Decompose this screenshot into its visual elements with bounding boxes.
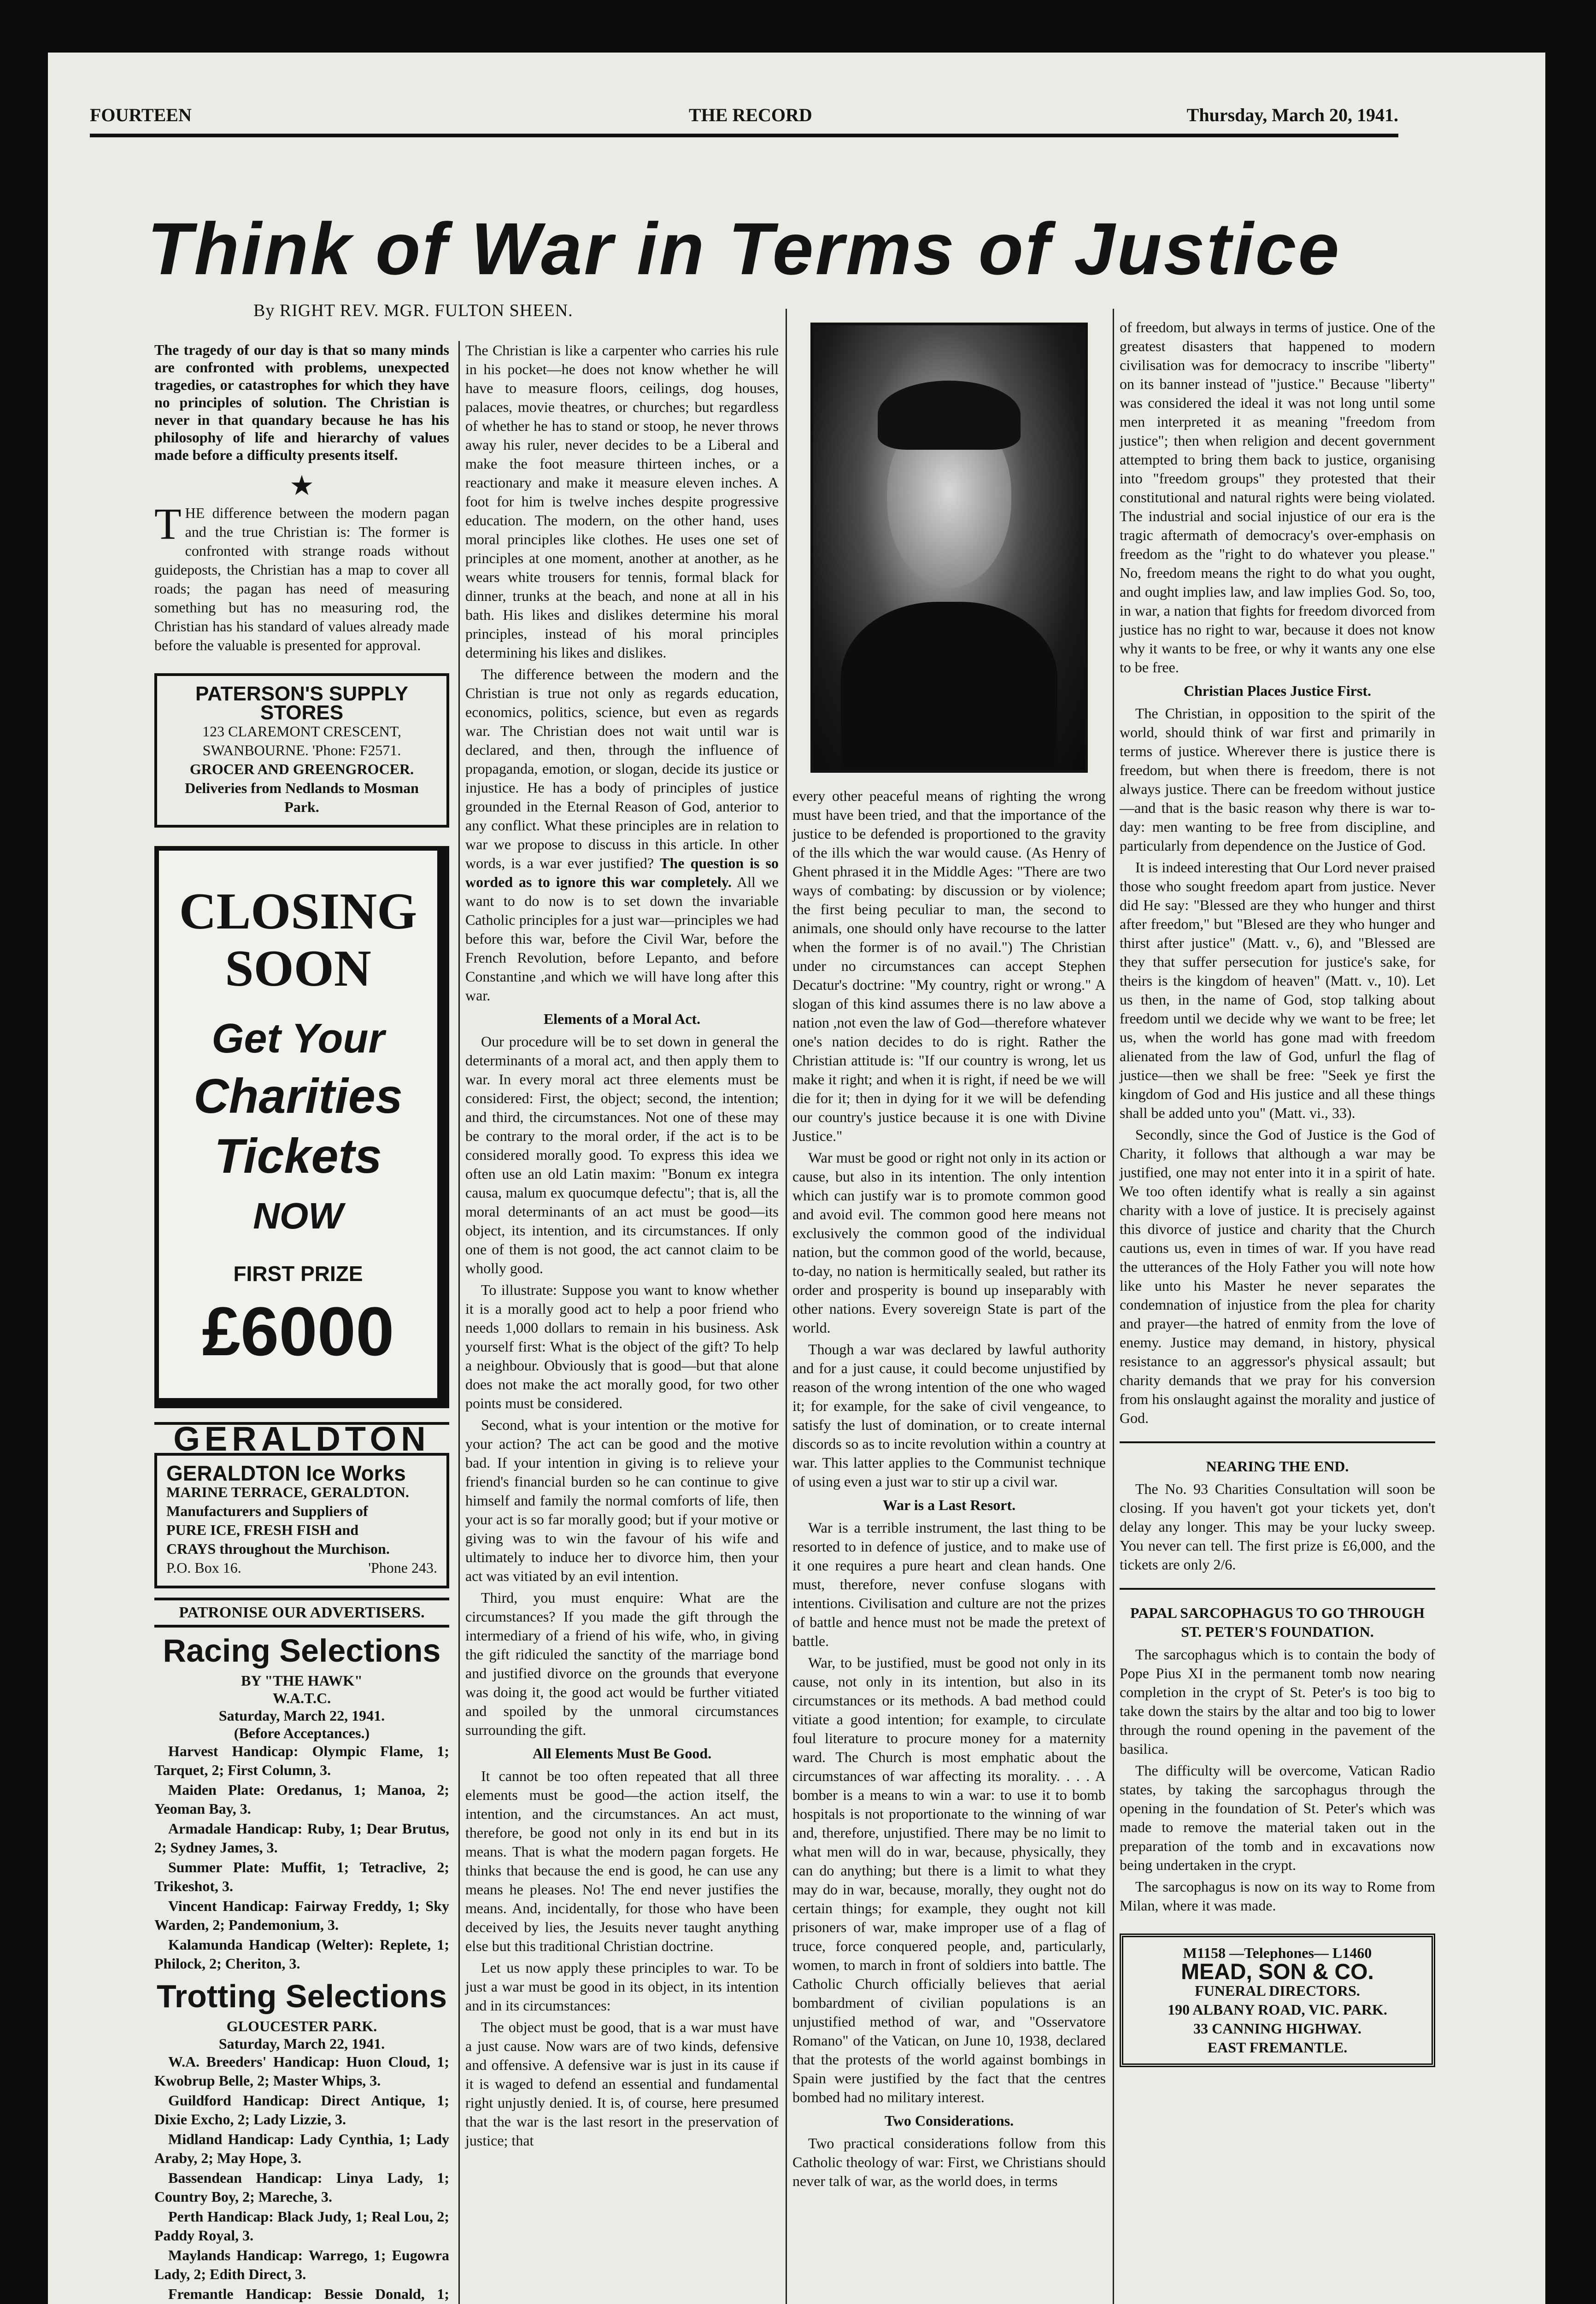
byline: By RIGHT REV. MGR. FULTON SHEEN. (253, 301, 573, 320)
star-icon: ★ (289, 470, 314, 501)
drop-cap: T (154, 499, 182, 548)
column-2: The Christian is like a carpenter who carries his rule in his pocket—he does not know whether he will have to measure floors, ceilings, dog houses, palaces, movie theatres, or churches; but regardless of whether he has to stand or stoop, he never throws away his ruler, never decides to be a Liberal and make the foot measure thirteen inches, or a reactionary and make it measure eleven inches. A foot for him is twelve inches despite progressive education. The modern, on the other hand, uses moral principles like clothes. He uses one set of principles at one moment, another at another, as he wears white trousers for tennis, formal black for dinner, trunks at the beach, and none at all in his bath. His likes and dislikes determine his moral principles, instead of his moral principles determining his likes and dislikes. The difference between the modern and the Christian is true not only as regards education, economics, politics, science, but even as regards war. The Christian does not wait until war is declared, and then, through the influence of propaganda, emotion, or slogan, decide its justice or injustice. He has a body of principles of justice grounded in the Eternal Reason of God, anterior to any conflict. What these principles are in relation to war we propose to discuss in this article. In other words, is a war ever justified? The question is so worded as to ignore this war completely. All we want to do now is to set down the invariable Catholic principles for a just war—principles we had before this war, before the Civil War, before the French Revolution, before Lepanto, and before Constantine ,and which we will have long after this war. Elements of a Moral Act. Our procedure will be to set down in general the determinants of a moral act, and then apply them to war. In every moral act three elements must be considered: First, the object; second, the intention; and third, the circumstances. Not one of these may be contrary to the moral order, if the act is to be considered morally good. To express this idea we often use an old Latin maxim: "Bonum ex integra causa, malum ex quocumque defectu"; that is, all the moral determinants of an act must be good—its object, its intention, and its circumstances. If only one of them is not good, the act cannot claim to be wholly good. To illustrate: Suppose you want to know whether it is a morally good act to help a poor friend who needs 1,000 dollars to remain in his business. Ask yourself first: What is the object of the gift? To help a neighbour. Obviously that is good—but that alone does not make the act morally good, for two other points must be considered. Second, what is your intention or the motive for your action? The act can be good and the motive bad. If your intention in giving is to relieve your friend's financial burden so he can continue to give himself and family the normal comforts of life, then your act is so far morally good; but if your motive or giving was to win the favour of his wife and ultimately to induce her to divorce him, then your act was vitiated by an evil intention. Third, you must enquire: What are the circumstances? If you made the gift through the intermediary of a friend of his wife, who, in giving the gift ridiculed the sanctity of the marriage bond and justified divorce on the grounds that everyone was doing it, the good act would be further vitiated and spoiled by the unmoral circumstances surrounding the gift. All Elements Must Be Good. It cannot be too often repeated that all three elements must be good—the action itself, the intention, and the circumstances. An act must, therefore, be good not only in its end but in its means. That is what the modern pagan forgets. He thinks that because the end is good, he can use any means he pleases. No! The end never justifies the means. And, incidentally, for those who have been deceived by lies, the Jesuits never taught anything else but this traditional Christian doctrine. Let us now apply these principles to war. To be just a war must be good in its object, in its intention and in its circumstances: The object must be good, that is a war must have a just cause. Now wars are of two kinds, defensive and offensive. A defensive war is just in its cause if it is waged to defend an essential and fundamental right unjustly denied. It is, of course, here presumed that the war is the last resort in the preservation of justice; that (465, 342, 779, 2149)
column-divider (458, 341, 460, 2304)
column-4: of freedom, but always in terms of justice. One of the greatest disasters that happened to modern civilisation was for democracy to inscribe "liberty" on its banner instead of "justice." Because "liberty" was considered the ideal it was not long until some men interpreted it as meaning "freedom from justice"; then when religion and decent government attempted to bring them back to justice, organising into "freedom groups" they protested that their constitutional and natural rights were being violated. The industrial and social injustice of our era is the tragic aftermath of democracy's over-emphasis on freedom as the "right to do whatever you please." No, freedom means the right to do what you ought, and ought implies law, and law implies God. So, too, in war, a nation that fights for freedom divorced from justice has no right to war, because it does not know why it wants to be free, or why it wants any one else to be free. Christian Places Justice First. The Christian, in opposition to the spirit of the world, should think of war first and primarily in terms of justice. Wherever there is justice there is freedom, but when there is freedom, there is not always justice. There can be freedom without justice—and that is the basic reason why there is war to-day: men wanting to be free from discipline, and particularly from dependence on the Justice of God. It is indeed interesting that Our Lord never praised those who sought freedom apart from justice. Never did He say: "Blessed are they who hunger and thirst after freedom," but "Blesed are they who hunger and thirst after justice" (Matt. v., 6), and "Blessed are they that suffer persecution for justice's sake, for theirs is the kingdom of heaven" (Matt. v., 10). Let us then, in the name of God, stop talking about freedom until we decide why we want to be free; let us, when the world has gone mad with freedom alienated from the law of God, unfurl the flag of justice—then we shall be free: "Seek ye first the kingdom of God and His justice and all these things shall be added unto you" (Matt. vi., 33). Secondly, since the God of Justice is the God of Charity, it follows that although a war may be justified, one may not enter into it in a spirit of hate. We too often identify what is really a sin against charity with a love of justice. It is precisely against this divorce of justice and charity that the Church cautions us, even in times of war. If you have read the utterances of the Holy Father you will note how like unto his Master he never separates the condemnation of injustice from the plea for charity and prayer—the hatred of enmity from the love of enemy. Justice may demand, in history, physical resistance to an aggressor's physical assault; but charity demands that we pray for his conversion from his onslaught against the morality and justice of God. NEARING THE END. The No. 93 Charities Consultation will soon be closing. If you haven't got your tickets yet, don't delay any longer. This may be your lucky sweep. You never can tell. The first prize is £6,000, and the tickets are only 2/6. PAPAL SARCOPHAGUS TO GO THROUGH ST. PETER'S FOUNDATION. The sarcophagus which is to contain the body of Pope Pius XI in the permanent tomb now nearing completion in the crypt of St. Peter's is too big to take down the stairs by the altar and too big to lower through the round opening in the pavement of the basilica. The difficulty will be overcome, Vatican Radio states, by taking the sarcophagus through the opening in the foundation of St. Peter's which was made to remove the material taken out in the preparation of the tomb and in excavations now being undertaken in the crypt. The sarcophagus is now on its way to Rome from Milan, where it was made. M1158 —Telephones— L1460 MEAD, SON & CO. FUNERAL DIRECTORS. 190 ALBANY ROAD, VIC. PARK. 33 CANNING HIGHWAY. EAST FREMANTLE. (1120, 318, 1435, 2067)
list-item: Bassendean Handicap: Linya Lady, 1; Country Boy, 2; Mareche, 3. (154, 2169, 449, 2205)
column-1: The tragedy of our day is that so many minds are confronted with problems, unexpected tragedies, or catastrophes for which they have no principles of solution. The Christian is never in that quandary because he has his philosophy of life and hierarchy of values made before a difficulty presents itself. ★ THE difference between the modern pagan and the true Christian is: The former is confronted with strange roads without guideposts, the Christian has a map to cover all roads; the pagan has need of measuring something but has no measuring rod, the Christian has his standard of values already made before the valuable is presented for approval. PATERSON'S SUPPLY STORES 123 CLAREMONT CRESCENT, SWANBOURNE. 'Phone: F2571. GROCER AND GREENGROCER. Deliveries from Nedlands to Mosman Park. CLOSING SOON Get Your Charities Tickets NOW FIRST PRIZE £6000 GERALDTON GERALDTON Ice Works MARINE TERRACE, GERALDTON. Manufacturers and Suppliers of PURE ICE, FRESH FISH and CRAYS throughout the Murchison. P.O. Box 16. 'Phone 243. PATRONISE OUR ADVERTISERS. Racing Selections BY "THE HAWK" W.A.T.C. Saturday, March 22, 1941. (Before Acceptances.) Harvest Handicap: Olympic Flame, 1; Tarquet, 2; First Column, 3. Maiden Plate: Oredanus, 1; Manoa, 2; Yeoman Bay, 3. Armadale Handicap: Ruby, 1; Dear Brutus, 2; Sydney James, 3. Summer Plate: Muffit, 1; Tetraclive, 2; Trikeshot, 3. Vincent Handicap: Fairway Freddy, 1; Sky Warden, 2; Pandemonium, 3. Kalamunda Handicap (Welter): Replete, 1; Philock, 2; Cheriton, 3. Trotting Selections GLOUCESTER PARK. Saturday, March 22, 1941. W.A. Breeders' Handicap: Huon Cloud, 1; Kwobrup Belle, 2; Master Whips, 3. Guildford Handicap: Direct Antique, 1; Dixie Excho, 2; Lady Lizzie, 3. Midland Handicap: Lady Cynthia, 1; Lady Araby, 2; May Hope, 3. Bassendean Handicap: Linya Lady, 1; Country Boy, 2; Mareche, 3. Perth Handicap: Black Judy, 1; Real Lou, 2; Paddy Royal, 3. Maylands Handicap: Warrego, 1; Eugowra Lady, 2; Edith Direct, 3. Fremantle Handicap: Bessie Donald, 1; (154, 341, 449, 2304)
portrait-photo (810, 323, 1088, 773)
opening-paragraph: THE difference between the modern pagan and the true Christian is: The former is confronted with strange roads without guideposts, the Christian has a map to cover all roads; the pagan has need of measuring something but has no measuring rod, the Christian has his standard of values already made before the valuable is presented for approval. (154, 499, 449, 653)
list-item: Kalamunda Handicap (Welter): Replete, 1; Philock, 2; Cheriton, 3. (154, 1936, 449, 1972)
racing-title: Racing Selections (163, 1633, 441, 1669)
headline: Think of War in Terms of Justice (147, 207, 1341, 290)
column-3: every other peaceful means of righting the wrong must have been tried, and that the importance of the justice to be defended is proportioned to the gravity of the ills which the war would cause. (As Henry of Ghent phrased it in the Middle Ages: "There are two ways of combating: by discussion or by violence; the first being peculiar to man, the second to animals, one should only have recourse to the latter when the former is of no avail.") The Christian under no circumstances can accept Stephen Decatur's doctrine: "My country, right or wrong." A slogan of this kind assumes there is no law above a nation ,not even the law of God—therefore whatever one's nation decides to do is right. Rather the Christian attitude is: "If our country is wrong, let us make it right; and when it is right, if need be we will die for it; then in dying for it we will be defending our country's justice because it is one with Divine Justice." War must be good or right not only in its action or cause, but also in its intention. The only intention which can justify war is to promote common good and avoid evil. The common good here means not exclusively the common good of the individual nation, but the common good of the world, because, to-day, no nation is hermitically sealed, but rather its order and prosperity is bound up inseparably with other nations. Every sovereign State is part of the world. Though a war was declared by lawful authority and for a just cause, it could become unjustified by reason of the wrong intention of the one who waged it; for example, for the sake of civil vengeance, to satisfy the lust of domination, or to create internal discords so as to incite revolution within a country at war. This latter applies to the Communist technique of using even a just war to stir up a civil war. War is a Last Resort. War is a terrible instrument, the last thing to be resorted to in defence of justice, and to make use of it one requires a pure heart and clean hands. One must, therefore, never confuse slogans with intentions. Civilisation and culture are not the prizes of battle and hence must not be made the pretext of battle. War, to be justified, must be good not only in its cause, not only in its intention, but also in its circumstances or its methods. A bad method could vitiate a good intention; for example, to circulate foul literature to procure money for a maternity ward. The Church is most emphatic about the circumstances of war affecting its morality. . . . A bomber is a means to win a war: to use it to bomb hospitals is not proportionate to the winning of war and, therefore, unjustified. There may be no limit to what men will do in war, because, physically, they can do anything; but there is a limit to what they may do in war, because, morally, they ought not do certain things; for example, they ought not kill prisoners of war, make improper use of a flag of truce, force conquered people, and, particularly, women, to march in front of soldiers into battle. The Catholic Church officially believes that aerial bombardment of civilian populations is an unjustified method of war, and "Osservatore Romano" of the Vatican, on June 10, 1938, declared that the protests of the world against bombings in Spain were justified by the fact that the centres bombed had no military interest. Two Considerations. Two practical considerations follow from this Catholic theology of war: First, we Christians should never talk of war, as the world does, in terms (792, 323, 1106, 2193)
list-item: Midland Handicap: Lady Cynthia, 1; Lady Araby, 2; May Hope, 3. (154, 2131, 449, 2166)
list-item: Guildford Handicap: Direct Antique, 1; Dixie Excho, 2; Lady Lizzie, 3. (154, 2092, 449, 2128)
list-item: Summer Plate: Muffit, 1; Tetraclive, 2; Trikeshot, 3. (154, 1859, 449, 1894)
subhead-two-considerations: Two Considerations. (884, 2112, 1014, 2129)
list-item: Maylands Handicap: Warrego, 1; Eugowra Lady, 2; Edith Direct, 3. (154, 2247, 449, 2282)
list-item: W.A. Breeders' Handicap: Huon Cloud, 1; Kwobrup Belle, 2; Master Whips, 3. (154, 2053, 449, 2089)
column-divider (1113, 309, 1114, 2304)
trotting-results (154, 2052, 449, 2304)
trotting-title: Trotting Selections (156, 1978, 447, 2014)
page-number: FOURTEEN (90, 105, 192, 125)
subhead-justice-first: Christian Places Justice First. (1183, 682, 1372, 699)
column-divider (786, 309, 787, 2304)
racing-results (154, 1742, 449, 1973)
list-item: Fremantle Handicap: Bessie Donald, 1; (168, 2286, 449, 2302)
subhead-all-elements: All Elements Must Be Good. (532, 1745, 712, 1762)
list-item: Maiden Plate: Oredanus, 1; Manoa, 2; Yeoman Bay, 3. (154, 1781, 449, 1817)
papal-sarcophagus: PAPAL SARCOPHAGUS TO GO THROUGH ST. PETER'S FOUNDATION. The sarcophagus which is to contain the body of Pope Pius XI in the permanent tomb now nearing completion in the crypt of St. Peter's is too big to take down the stairs by the altar and too big to lower through the round opening in the pavement of the basilica. The difficulty will be overcome, Vatican Radio states, by taking the sarcophagus through the opening in the foundation of St. Peter's which was made to remove the material taken out in the preparation of the tomb and in excavations now being undertaken in the crypt. The sarcophagus is now on its way to Rome from Milan, where it was made. (1120, 1588, 1435, 1915)
list-item: Perth Handicap: Black Judy, 1; Real Lou, 2; Paddy Royal, 3. (154, 2208, 449, 2244)
list-item: Vincent Handicap: Fairway Freddy, 1; Sky Warden, 2; Pandemonium, 3. (154, 1898, 449, 1933)
patronise-banner: PATRONISE OUR ADVERTISERS. (154, 1598, 449, 1628)
intro-blurb: The tragedy of our day is that so many minds are confronted with problems, unexpected tragedies, or catastrophes for which they have no principles of solution. The Christian is never in that quandary because he has his philosophy of life and hierarchy of values made before a difficulty presents itself. (154, 341, 449, 463)
ad-funeral-directors: M1158 —Telephones— L1460 MEAD, SON & CO. FUNERAL DIRECTORS. 190 ALBANY ROAD, VIC. PARK. 33 CANNING HIGHWAY. EAST FREMANTLE. (1120, 1934, 1435, 2067)
ad-paterson: PATERSON'S SUPPLY STORES 123 CLAREMONT CRESCENT, SWANBOURNE. 'Phone: F2571. GROCER AND GREENGROCER. Deliveries from Nedlands to Mosman Park. (154, 673, 449, 828)
list-item: Harvest Handicap: Olympic Flame, 1; Tarquet, 2; First Column, 3. (154, 1743, 449, 1778)
subhead-last-resort: War is a Last Resort. (882, 1497, 1016, 1513)
ad-charities-tickets: CLOSING SOON Get Your Charities Tickets NOW FIRST PRIZE £6000 (154, 846, 449, 1408)
list-item: Armadale Handicap: Ruby, 1; Dear Brutus, 2; Sydney James, 3. (154, 1820, 449, 1856)
subhead-elements: Elements of a Moral Act. (543, 1011, 701, 1027)
top-rule (90, 134, 1398, 137)
ad-geraldton: GERALDTON GERALDTON Ice Works MARINE TERRACE, GERALDTON. Manufacturers and Suppliers of PURE ICE, FRESH FISH and CRAYS throughout the Murchison. P.O. Box 16. 'Phone 243. (154, 1422, 449, 1588)
paper-name: THE RECORD (689, 105, 812, 125)
nearing-the-end: NEARING THE END. The No. 93 Charities Consultation will soon be closing. If you haven't got your tickets yet, don't delay any longer. This may be your lucky sweep. You never can tell. The first prize is £6,000, and the tickets are only 2/6. (1120, 1441, 1435, 1574)
issue-date: Thursday, March 20, 1941. (1186, 105, 1398, 125)
masthead (90, 104, 1398, 123)
